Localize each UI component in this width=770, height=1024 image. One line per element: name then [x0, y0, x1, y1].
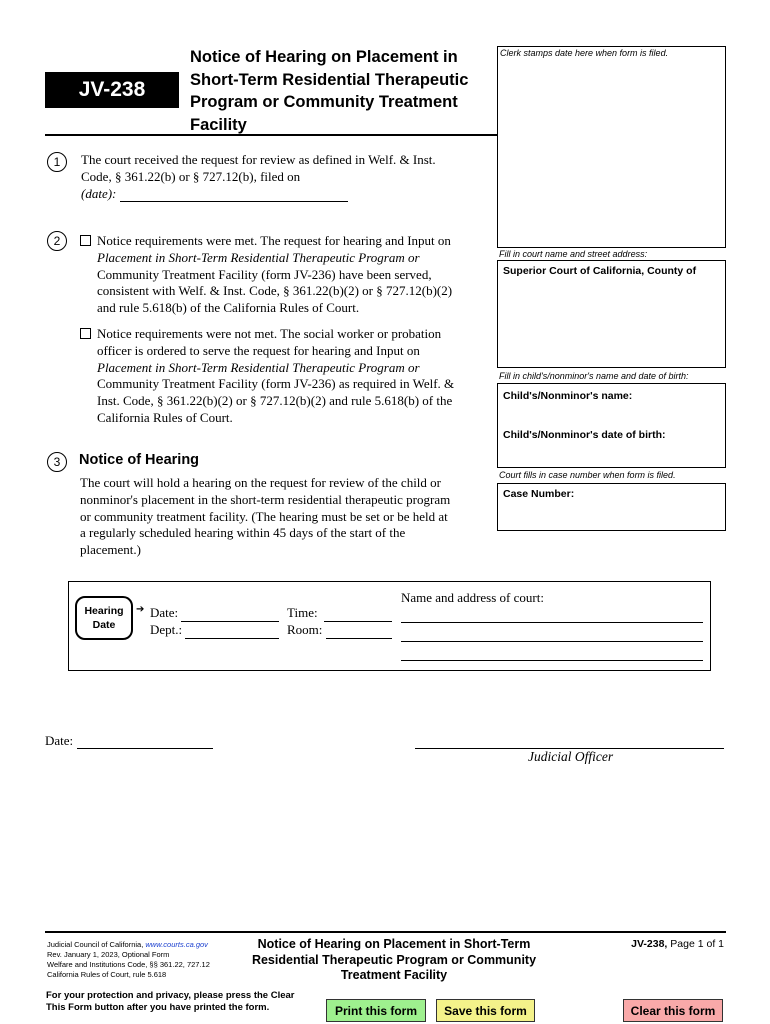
form-title: Notice of Hearing on Placement in Short-Term Residential Therapeutic Program or Community Treatment Facility — [190, 48, 469, 134]
page-number — [600, 938, 724, 950]
item-3-line: a regularly scheduled hearing within 45 days of the start of the — [80, 525, 406, 541]
item-1-date-label: (date): — [81, 185, 117, 201]
header-rule — [45, 134, 497, 136]
item-3-heading: Notice of Hearing — [79, 452, 200, 468]
court-address-label: Name and address of court: — [401, 590, 544, 605]
page-form-id: JV-238, — [631, 938, 668, 950]
signature-date-field[interactable] — [77, 734, 213, 749]
hearing-date-badge — [75, 596, 133, 640]
page-count: Page 1 of 1 — [667, 938, 724, 950]
clerk-stamp-box — [497, 46, 726, 248]
item-1-line-1: The court received the request for review as defined in Welf. & Inst. — [81, 152, 436, 167]
opt2-line: Community Treatment Facility (form JV-236) as required in Welf. & — [97, 376, 455, 392]
item-3-line: The court will hold a hearing on the request for review of the child or — [80, 475, 441, 490]
footer-title-line: Notice of Hearing on Placement in Short-Term — [257, 937, 531, 951]
hearing-date-label: Date: — [150, 605, 179, 620]
hearing-room-field[interactable] — [326, 624, 392, 639]
opt2-line: California Rules of Court. — [97, 409, 233, 425]
item-3-text — [80, 475, 495, 559]
child-name-label: Child's/Nonminor's name: — [503, 390, 633, 402]
item-1-date-field[interactable] — [120, 187, 348, 202]
opt2-line: Inst. Code, § 361.22(b)(2) or § 727.12(b)(2) and rule 5.618(b) of the — [97, 393, 453, 409]
opt1-line: consistent with Welf. & Inst. Code, § 361.22(b)(2) or § 727.12(b)(2) — [97, 283, 453, 299]
opt1-line: Notice requirements were met. The request for hearing and Input on — [97, 233, 451, 248]
hearing-time-label: Time: — [287, 605, 318, 620]
privacy-line: This Form button after you have printed the form. — [46, 1002, 270, 1013]
footer-rules: California Rules of Court, rule 5.618 — [47, 970, 167, 979]
item-2-number: 2 — [47, 231, 67, 251]
footer-citation — [47, 940, 237, 980]
court-address-line-3[interactable] — [401, 646, 703, 661]
print-form-button[interactable]: Print this form — [326, 999, 426, 1022]
item-2-option-2 — [97, 326, 492, 427]
item-3-line: nonminor's placement in the short-term residential therapeutic program — [80, 491, 451, 507]
opt1-line: and rule 5.618(b) of the California Rules of Court. — [97, 300, 360, 316]
court-instruction: Fill in court name and street address: — [499, 249, 648, 259]
item-1-line-2: Code, § 361.22(b) or § 727.12(b), filed on — [81, 168, 301, 184]
judicial-officer-label: Judicial Officer — [528, 749, 614, 764]
notice-not-met-checkbox[interactable] — [80, 328, 91, 339]
item-3-line: placement.) — [80, 542, 141, 558]
clerk-stamp-text: Clerk stamps date here when form is filed. — [500, 48, 669, 58]
badge-line-2: Date — [92, 619, 116, 631]
opt2-line: Notice requirements were not met. The social worker or probation — [97, 326, 442, 341]
footer-title-line: Residential Therapeutic Program or Community — [251, 952, 537, 967]
opt1-line: Placement in Short-Term Residential Therapeutic Program or — [97, 249, 420, 265]
item-3-number: 3 — [47, 452, 67, 472]
court-address-line-2[interactable] — [401, 627, 703, 642]
council-link[interactable]: www.courts.ca.gov — [145, 940, 208, 949]
privacy-note — [46, 990, 294, 1014]
footer-council — [47, 940, 237, 950]
hearing-time-field[interactable] — [324, 607, 392, 622]
item-2-option-1 — [97, 233, 492, 317]
clear-form-button[interactable]: Clear this form — [623, 999, 723, 1022]
footer-title — [229, 937, 559, 984]
footer-rev: Rev. January 1, 2023, Optional Form — [47, 950, 170, 959]
footer-rule — [45, 931, 726, 933]
officer-signature-line[interactable] — [415, 735, 724, 749]
footer-code: Welfare and Institutions Code, §§ 361.22, 727.12 — [47, 960, 210, 969]
hearing-date-field[interactable] — [181, 607, 279, 622]
child-instruction: Fill in child's/nonminor's name and date of birth: — [499, 371, 689, 381]
case-instruction: Court fills in case number when form is filed. — [499, 470, 676, 480]
save-form-button[interactable]: Save this form — [436, 999, 535, 1022]
court-address-line-1[interactable] — [401, 608, 703, 623]
item-1-date-row — [81, 186, 491, 203]
signature-date-label: Date: — [45, 733, 74, 748]
case-number-label: Case Number: — [503, 488, 575, 500]
child-dob-label: Child's/Nonminor's date of birth: — [503, 429, 666, 441]
opt1-line: Community Treatment Facility (form JV-236) have been served, — [97, 266, 432, 282]
item-3-line: or community treatment facility. (The hearing must be set or be held at — [80, 508, 448, 524]
badge-line-1: Hearing — [84, 605, 124, 617]
notice-met-checkbox[interactable] — [80, 235, 91, 246]
hearing-dept-label: Dept.: — [150, 622, 183, 637]
opt2-line: officer is ordered to serve the request for hearing and Input on — [97, 342, 420, 358]
arrow-icon: ➔ — [136, 604, 145, 615]
hearing-room-label: Room: — [287, 622, 323, 637]
council-text: Judicial Council of California, — [47, 940, 146, 949]
item-1-text — [81, 152, 491, 202]
opt2-line: Placement in Short-Term Residential Therapeutic Program or — [97, 359, 420, 375]
footer-title-line: Treatment Facility — [340, 968, 448, 982]
court-label: Superior Court of California, County of — [503, 265, 697, 277]
privacy-line: For your protection and privacy, please press the Clear — [46, 990, 295, 1001]
form-id-badge: JV-238 — [45, 72, 179, 108]
hearing-dept-field[interactable] — [185, 624, 279, 639]
item-1-number: 1 — [47, 152, 67, 172]
